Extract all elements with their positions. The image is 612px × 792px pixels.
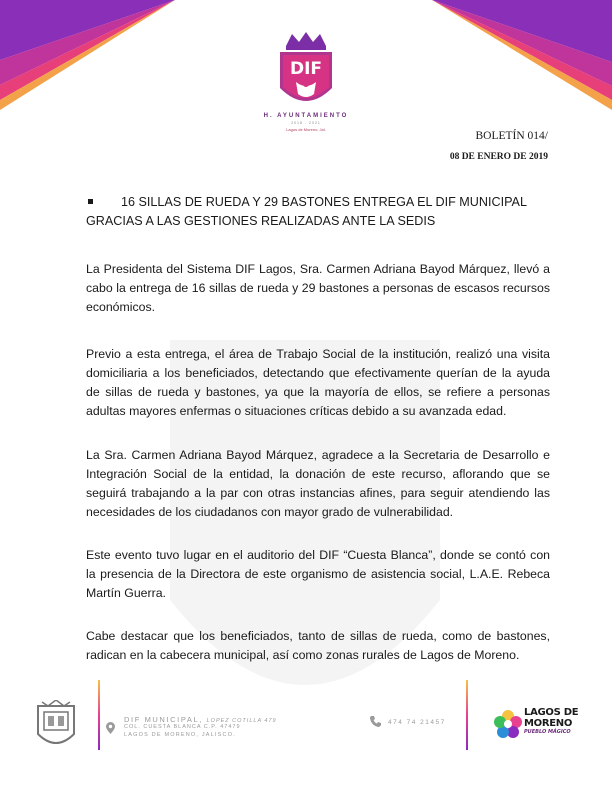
lagos-brand	[524, 708, 584, 735]
phone-icon	[370, 716, 381, 727]
term-years: 2018 - 2021	[291, 121, 321, 125]
org-name: DIF MUNICIPAL,	[124, 715, 203, 724]
footer-colonia: COL. CUESTA BLANCA C.P. 47479	[124, 724, 241, 730]
place-label: Lagos de Moreno, Jal.	[286, 127, 326, 132]
org-street: LOPEZ COTILLA 479	[206, 718, 277, 724]
paragraph-1: La Presidenta del Sistema DIF Lagos, Sra. Carmen Adriana Bayod Márquez, llevó a cabo la entrega de 16 sillas de rueda y 29 bastones a personas de escasos recursos económicos.	[86, 262, 550, 314]
paragraph-3: La Sra. Carmen Adriana Bayod Márquez, agradece a la Secretaria de Desarrollo e Integración Social de la entidad, la donación de este recurso, aflorando que se seguirá trabajando a la par con otras instancias afines, para seguir atendiendo las necesidades de los ciudadanos con mayor grado de vulnerabilidad.	[86, 448, 550, 519]
headline	[86, 193, 550, 231]
decorative-stripes-right	[412, 0, 612, 110]
headline-text: 16 SILLAS DE RUEDA Y 29 BASTONES ENTREGA EL DIF MUNICIPAL GRACIAS A LAS GESTIONES REALIZADAS ANTE LA SEDIS	[86, 195, 527, 228]
bulletin-number: BOLETÍN 014/	[475, 130, 548, 142]
bullet-icon	[88, 199, 93, 204]
footer-divider-right	[466, 680, 468, 750]
svg-text:DIF: DIF	[289, 59, 323, 79]
footer-city: LAGOS DE MORENO, JALISCO.	[124, 732, 236, 738]
bulletin-date: 08 DE ENERO DE 2019	[449, 152, 548, 162]
brand-line-2: MORENO	[524, 718, 573, 729]
lagos-flower-icon	[492, 708, 524, 740]
footer-phone: 474 74 21457	[388, 719, 446, 726]
decorative-stripes-left	[0, 0, 180, 110]
paragraph-4: Este evento tuvo lugar en el auditorio del DIF “Cuesta Blanca”, donde se contó con la presencia de la Directora de este organismo de asistencia social, L.A.E. Rebeca Martín Guerra.	[86, 548, 550, 600]
brand-line-1: LAGOS DE	[524, 707, 579, 718]
footer-divider-left	[98, 680, 100, 750]
location-pin-icon	[106, 722, 115, 734]
municipal-seal-icon	[34, 700, 78, 752]
paragraph-2: Previo a esta entrega, el área de Trabajo Social de la institución, realizó una visita domiciliaria a los beneficiados, detectando que efectivamente querían de la ayuda de sillas de rueda y bastones, ya que la mayoría de ellos, se refiere a personas adultas mayores enfermas o situaciones críticas debido a su avanzada edad.	[86, 347, 550, 418]
brand-line-3: PUEBLO MÁGICO	[524, 729, 571, 735]
crown-icon	[286, 32, 326, 50]
ayuntamiento-label: H. AYUNTAMIENTO	[263, 113, 349, 119]
paragraph-5: Cabe destacar que los beneficiados, tanto de sillas de rueda, como de bastones, radican en la cabecera municipal, así como zonas rurales de Lagos de Moreno.	[86, 629, 550, 662]
footer-organization	[124, 715, 277, 724]
